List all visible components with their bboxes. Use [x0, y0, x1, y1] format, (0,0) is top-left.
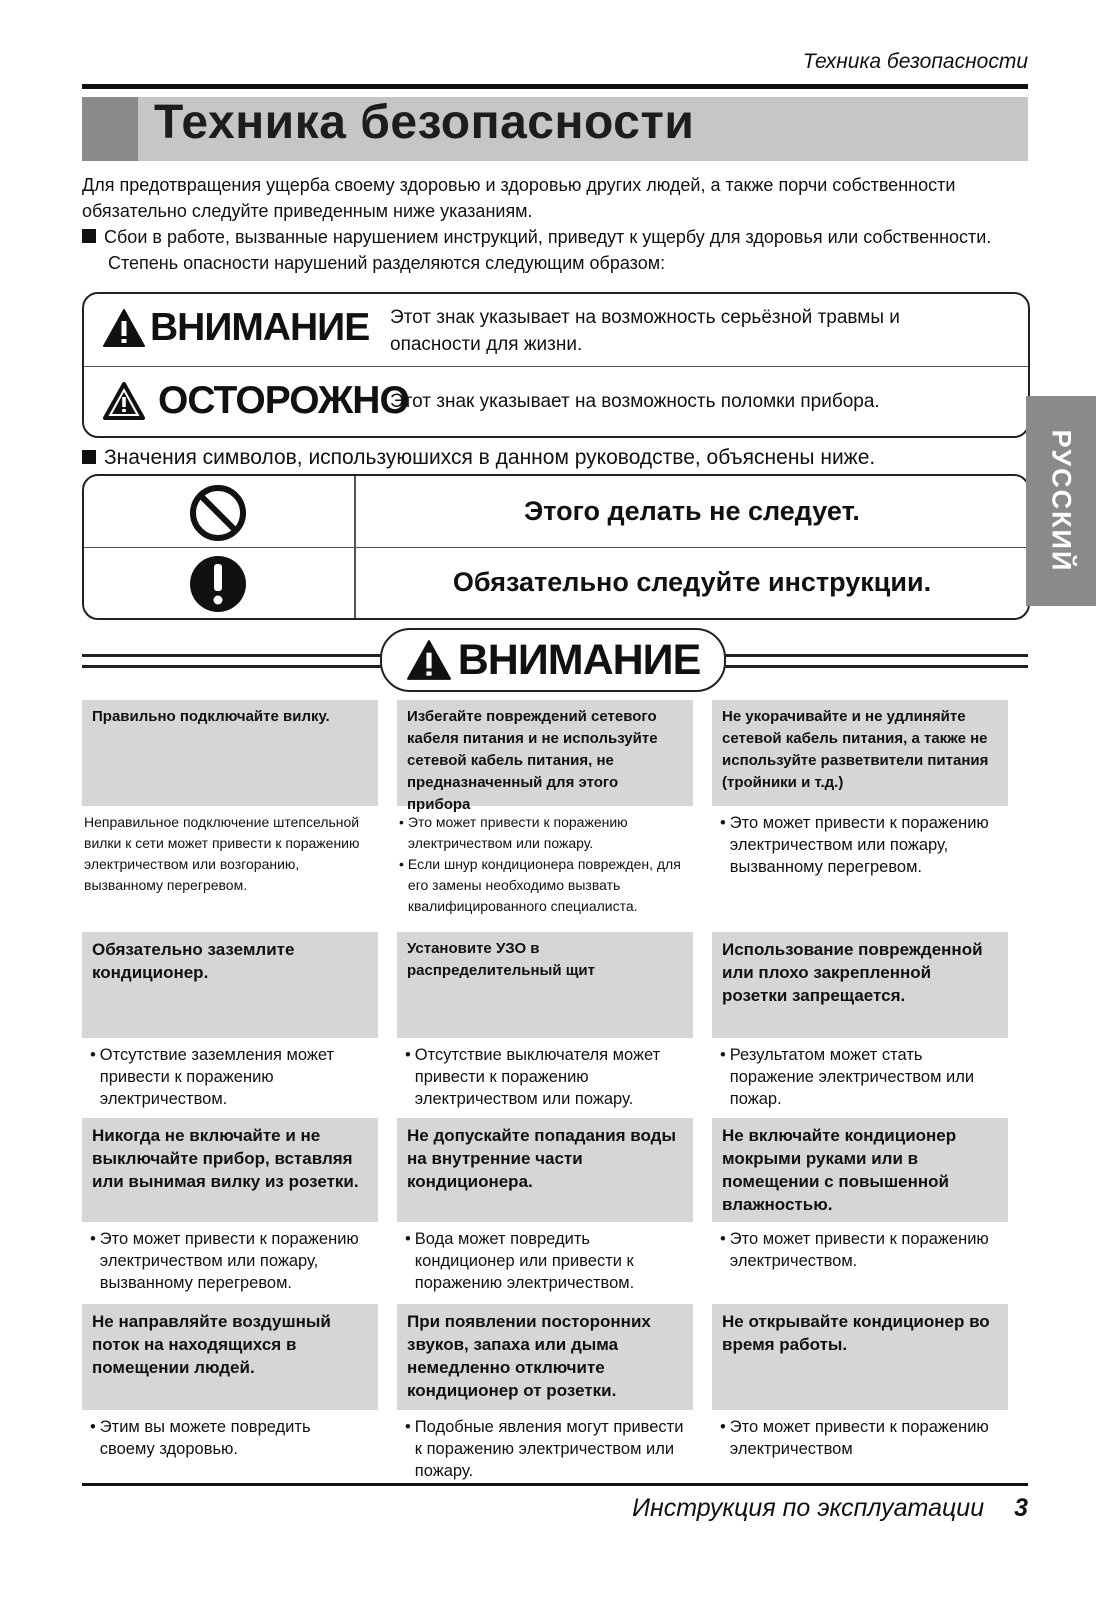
- caution-level-description: Этот знак указывает на возможность поломки прибора.: [390, 391, 880, 412]
- language-side-tab-text: РУССКИЙ: [1046, 429, 1077, 573]
- instruction-body: [397, 1410, 693, 1482]
- instruction-body: Неправильное подключение штепсельной вилки к сети может привести к поражению электричеством или возгоранию, вызванному перегревом.: [84, 814, 360, 893]
- instruction-body: [82, 1038, 378, 1110]
- instruction-heading: Установите УЗО в распределительный щит: [397, 932, 693, 1038]
- warning-banner: [82, 628, 1028, 694]
- instruction-body: [712, 1038, 1008, 1110]
- manual-page: [82, 0, 1028, 1600]
- warning-triangle-icon: [406, 639, 452, 681]
- instruction-body: [82, 1222, 378, 1294]
- instruction-cell: [712, 932, 1008, 1110]
- instruction-bullet: • Это может привести к поражению электричеством или пожару.: [399, 814, 628, 851]
- language-side-tab: [1026, 396, 1096, 606]
- instruction-bullet: • Подобные явления могут привести к поражению электричеством или пожару.: [405, 1418, 684, 1480]
- instruction-heading: Не направляйте воздушный поток на находящихся в помещении людей.: [82, 1304, 378, 1410]
- instruction-body: [397, 1222, 693, 1294]
- page-title: Техника безопасности: [154, 96, 695, 149]
- prohibited-icon: [188, 483, 248, 543]
- instruction-cell: [712, 1118, 1008, 1272]
- instruction-bullet: • Это может привести к поражению электричеством.: [720, 1230, 989, 1270]
- mandatory-symbol-row: [84, 547, 1028, 618]
- instruction-bullet: • Отсутствие заземления может привести к поражению электричеством.: [90, 1046, 335, 1108]
- instruction-bullet: • Результатом может стать поражение электричеством или пожар.: [720, 1046, 975, 1108]
- instruction-body: [82, 1410, 378, 1460]
- intro-bullet-text: Сбои в работе, вызванные нарушением инструкций, приведут к ущербу для здоровья или собственности.: [104, 227, 992, 247]
- warning-desc-line-1: Этот знак указывает на возможность серьёзной травмы и: [390, 307, 900, 328]
- instruction-bullet: • Это может привести к поражению электричеством или пожару, вызванному перегревом.: [720, 814, 989, 876]
- instruction-body: [397, 806, 693, 917]
- square-bullet-icon: [82, 450, 96, 464]
- instruction-cell: [82, 932, 378, 1110]
- instruction-heading: Избегайте повреждений сетевого кабеля питания и не используйте сетевой кабель питания, не предназначенный для этого прибора: [397, 700, 693, 806]
- instruction-body: [712, 1222, 1008, 1272]
- instruction-bullet: • Если шнур кондиционера поврежден, для его замены необходимо вызвать квалифицированного специалиста.: [399, 856, 681, 914]
- caution-level-row: [84, 366, 1028, 436]
- warning-desc-line-2: опасности для жизни.: [390, 334, 583, 355]
- warning-banner-pill: [380, 628, 726, 692]
- instruction-bullet: • Отсутствие выключателя может привести к поражению электричеством или пожару.: [405, 1046, 661, 1108]
- instruction-bullet: • Этим вы можете повредить своему здоровью.: [90, 1418, 311, 1458]
- instruction-body: [712, 1410, 1008, 1460]
- instruction-bullet: • Вода может повредить кондиционер или привести к поражению электричеством.: [405, 1230, 635, 1292]
- instruction-cell: [397, 700, 693, 917]
- caution-level-text: ОСТОРОЖНО: [158, 379, 409, 422]
- instruction-heading: Никогда не включайте и не выключайте прибор, вставляя или вынимая вилку из розетки.: [82, 1118, 378, 1222]
- warning-level-row: [84, 294, 1028, 367]
- running-header: Техника безопасности: [802, 50, 1028, 73]
- instruction-heading: Правильно подключайте вилку.: [82, 700, 378, 806]
- instruction-heading: Обязательно заземлите кондиционер.: [82, 932, 378, 1038]
- page-footer: [632, 1494, 1028, 1523]
- exclamation-circle-icon: [188, 554, 248, 614]
- instruction-heading: При появлении посторонних звуков, запаха или дыма немедленно отключите кондиционер от розетки.: [397, 1304, 693, 1410]
- instruction-cell: [712, 1304, 1008, 1460]
- title-marker: [82, 97, 138, 161]
- symbols-note: [82, 446, 875, 470]
- intro-bullet-continuation: Степень опасности нарушений разделяются следующим образом:: [108, 253, 666, 273]
- intro: [82, 172, 1028, 276]
- instruction-heading: Не включайте кондиционер мокрыми руками или в помещении с повышенной влажностью.: [712, 1118, 1008, 1222]
- instruction-cell: [397, 1118, 693, 1294]
- top-rule: [82, 84, 1028, 89]
- severity-levels-box: [82, 292, 1030, 438]
- intro-bullet: [82, 224, 1028, 250]
- bottom-rule: [82, 1483, 1028, 1486]
- instruction-cell: [397, 1304, 693, 1482]
- warning-triangle-icon: [102, 308, 146, 348]
- instruction-cell: [82, 700, 378, 896]
- warning-level-text: ВНИМАНИЕ: [150, 306, 370, 349]
- prohibited-symbol-text: Этого делать не следует.: [524, 496, 860, 526]
- instruction-cell: [397, 932, 693, 1110]
- instruction-body: [397, 1038, 693, 1110]
- title-band: [82, 97, 1028, 161]
- warning-level-label: [102, 306, 369, 350]
- instruction-heading: Не допускайте попадания воды на внутренние части кондиционера.: [397, 1118, 693, 1222]
- instruction-heading: Использование поврежденной или плохо закрепленной розетки запрещается.: [712, 932, 1008, 1038]
- instruction-bullet: • Это может привести к поражению электричеством или пожару, вызванному перегревом.: [90, 1230, 359, 1292]
- instruction-bullet: • Это может привести к поражению электричеством: [720, 1418, 989, 1458]
- symbols-note-text: Значения символов, используюшихся в данном руководстве, объяснены ниже.: [104, 446, 876, 469]
- instruction-cell: [82, 1304, 378, 1460]
- instruction-heading: Не открывайте кондиционер во время работы.: [712, 1304, 1008, 1410]
- caution-level-label: [102, 379, 409, 423]
- instruction-body: [712, 806, 1008, 878]
- instruction-heading: Не укорачивайте и не удлиняйте сетевой кабель питания, а также не используйте разветвители питания (тройники и т.д.): [712, 700, 1008, 806]
- caution-triangle-icon: [102, 381, 146, 421]
- instruction-cell: [712, 700, 1008, 878]
- square-bullet-icon: [82, 229, 96, 243]
- mandatory-symbol-text: Обязательно следуйте инструкции.: [452, 567, 932, 597]
- warning-level-description: [390, 304, 900, 358]
- warning-banner-text: ВНИМАНИЕ: [457, 635, 701, 684]
- symbols-legend-box: [82, 474, 1030, 620]
- footer-label: Инструкция по эксплуатации: [632, 1494, 985, 1522]
- instruction-cell: [82, 1118, 378, 1294]
- intro-paragraph: Для предотвращения ущерба своему здоровью и здоровью других людей, а также порчи собственности обязательно следуйте приведенным ниже указаниям.: [82, 175, 956, 221]
- page-number: 3: [1014, 1494, 1028, 1522]
- prohibited-symbol-row: [84, 476, 1028, 548]
